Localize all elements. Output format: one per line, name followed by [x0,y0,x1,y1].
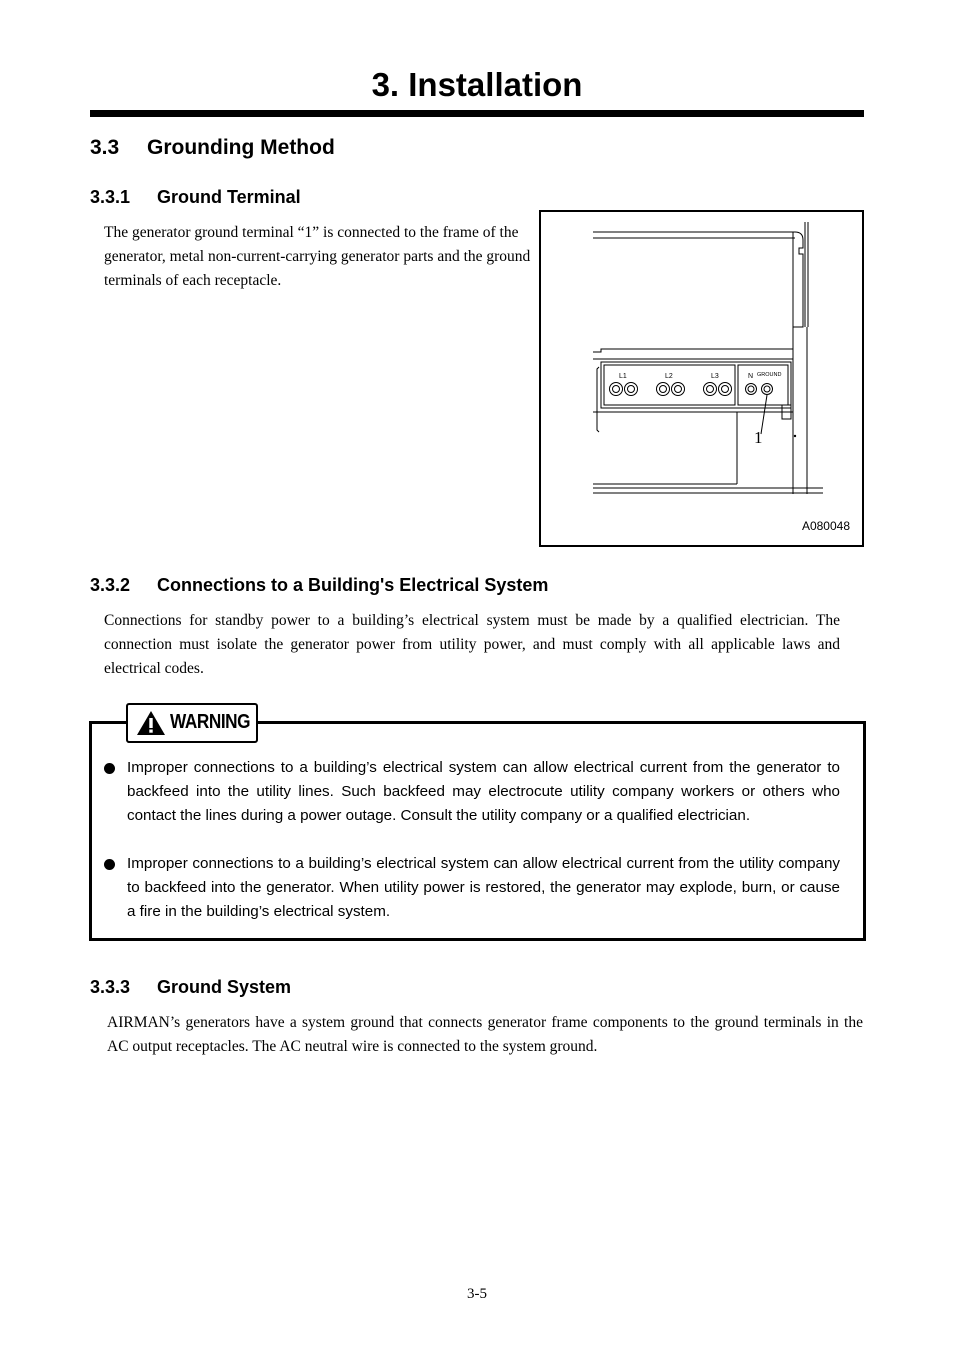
warning-item-text: Improper connections to a building’s electrical system can allow electrical current from the generator to backfeed into the utility lines. Such backfeed may electrocute utility company workers or others who contact the lines during a power outage. Consult the utility company or a qualified electrician. [127,759,840,824]
callout-number: 1 [754,428,763,447]
subsection-title: Ground System [157,977,292,997]
subsection-heading-ground-terminal [90,187,301,208]
warning-item [104,756,840,828]
section-title: Grounding Method [147,136,335,159]
subsection-heading-connections [90,575,548,596]
generator-panel-drawing [541,212,862,545]
subsection-title: Connections to a Building's Electrical System [157,575,549,595]
terminal-label-l3: L3 [711,373,719,380]
page-number: 3-5 [467,1286,487,1302]
warning-badge [126,703,258,743]
ground-terminal-paragraph: The generator ground terminal “1” is connected to the frame of the generator, metal non-current-carrying generator parts and the ground terminals of each receptacle. [104,224,531,289]
warning-item [104,852,840,924]
bullet-icon [104,859,115,870]
subsection-heading-ground-system [90,977,291,998]
terminal-label-ground: GROUND [757,372,782,378]
terminal-label-l1: L1 [619,373,627,380]
section-number: 3.3 [90,136,120,159]
warning-triangle-icon [136,710,166,736]
section-heading [90,136,335,160]
warning-item-text: Improper connections to a building’s electrical system can allow electrical current from the utility company to backfeed into the generator. When utility power is restored, the generator may explode, burn, or cause a fire in the building’s electrical system. [127,855,840,920]
ground-terminal-figure [539,210,864,547]
chapter-title: 3. Installation [371,66,583,103]
bullet-icon [104,763,115,774]
connections-paragraph: Connections for standby power to a building’s electrical system must be made by a qualified electrician. The connection must isolate the generator power from utility power, and must comply with all applicable laws and electrical codes. [104,612,840,677]
ground-system-paragraph: AIRMAN’s generators have a system ground that connects generator frame components to the ground terminals in the AC output receptacles. The AC neutral wire is connected to the system ground. [107,1014,863,1055]
subsection-number: 3.3.2 [90,575,131,595]
terminal-label-l2: L2 [665,373,673,380]
subsection-title: Ground Terminal [157,187,301,207]
terminal-label-n: N [748,373,754,380]
subsection-number: 3.3.3 [90,977,131,997]
chapter-rule [90,110,864,117]
figure-code: A080048 [801,519,850,533]
warning-label: WARNING [170,711,251,733]
subsection-number: 3.3.1 [90,187,131,207]
